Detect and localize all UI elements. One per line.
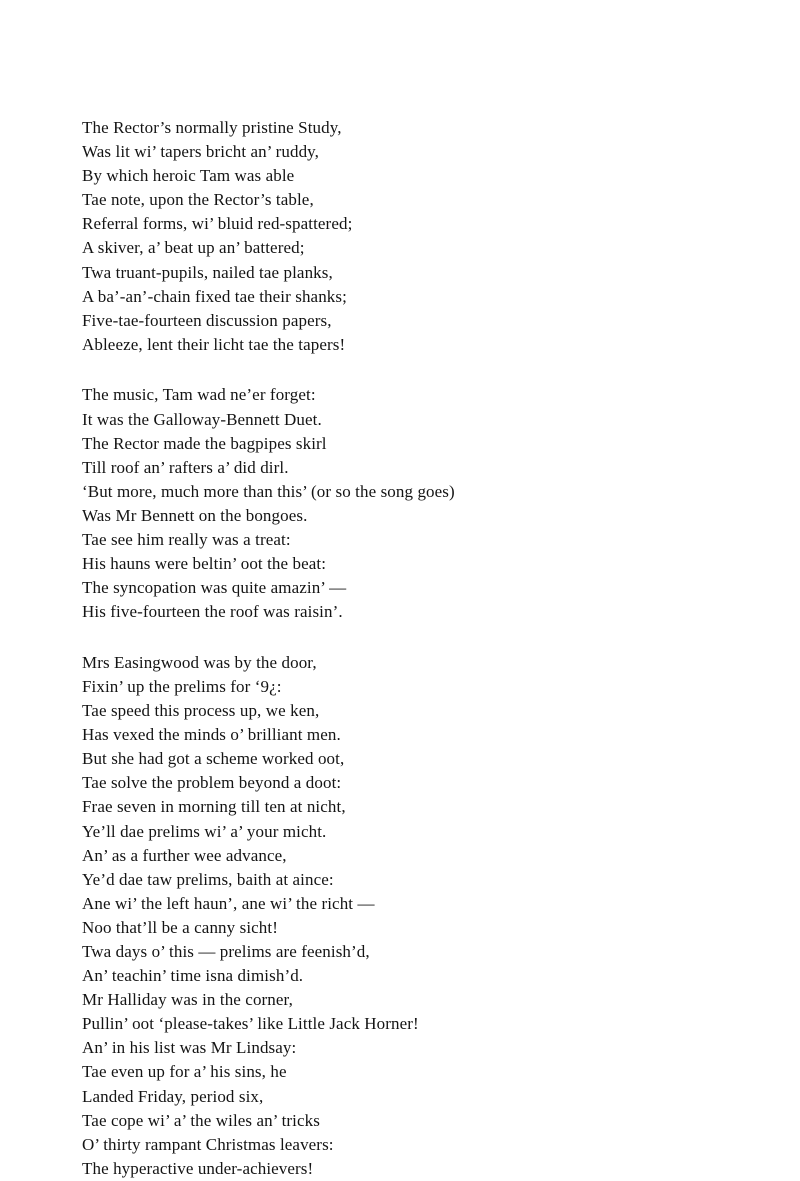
poem-line: Landed Friday, period six,	[82, 1086, 264, 1106]
poem-line: Has vexed the minds o’ brilliant men.	[82, 725, 341, 745]
poem-line: Tae solve the problem beyond a doot:	[82, 773, 342, 793]
poem-line: O’ thirty rampant Christmas leavers:	[82, 1134, 334, 1154]
poem-line: Was Mr Bennett on the bongoes.	[82, 505, 308, 525]
poem-line: Frae seven in morning till ten at nicht,	[82, 797, 346, 817]
poem-line: Tae cope wi’ a’ the wiles an’ tricks	[82, 1110, 320, 1130]
poem-line: Was lit wi’ tapers bricht an’ ruddy,	[82, 142, 320, 162]
poem-line: A ba’-an’-chain fixed tae their shanks;	[82, 286, 347, 306]
poem-line: Mr Halliday was in the corner,	[82, 990, 293, 1010]
poem-page	[82, 116, 782, 1181]
poem-line: Ableeze, lent their licht tae the tapers!	[82, 334, 346, 354]
stanza-3	[82, 651, 782, 1181]
poem-line: Ye’ll dae prelims wi’ a’ your micht.	[82, 821, 327, 841]
poem-line: The music, Tam wad ne’er forget:	[82, 385, 316, 405]
poem-line: Referral forms, wi’ bluid red-spattered;	[82, 214, 353, 234]
poem-line: Tae speed this process up, we ken,	[82, 701, 320, 721]
stanza-2	[82, 383, 782, 624]
poem-line: Ye’d dae taw prelims, baith at aince:	[82, 869, 334, 889]
poem-line: Twa days o’ this — prelims are feenish’d,	[82, 942, 370, 961]
poem-line: His hauns were beltin’ oot the beat:	[82, 554, 327, 574]
poem-line: The syncopation was quite amazin’ —	[82, 578, 347, 598]
poem-line: Ane wi’ the left haun’, ane wi’ the richt —	[82, 893, 375, 913]
poem-line: It was the Galloway-Bennett Duet.	[82, 409, 322, 429]
poem-line: The Rector made the bagpipes skirl	[82, 433, 327, 453]
poem-line: Tae even up for a’ his sins, he	[82, 1062, 287, 1082]
poem-line: Fixin’ up the prelims for ‘9¿:	[82, 676, 282, 696]
poem-line: Noo that’ll be a canny sicht!	[82, 917, 278, 937]
poem-line: The hyperactive under-achievers!	[82, 1158, 314, 1178]
poem-line: Tae see him really was a treat:	[82, 530, 291, 549]
poem-line: By which heroic Tam was able	[82, 166, 295, 186]
poem-line: The Rector’s normally pristine Study,	[82, 118, 342, 137]
poem-line: ‘But more, much more than this’ (or so the song goes)	[82, 481, 455, 501]
poem-line: Pullin’ oot ‘please-takes’ like Little Jack Horner!	[82, 1014, 419, 1034]
poem-line: But she had got a scheme worked oot,	[82, 749, 345, 769]
poem-line: An’ in his list was Mr Lindsay:	[82, 1038, 297, 1058]
poem-line: An’ teachin’ time isna dimish’d.	[82, 966, 304, 986]
poem-line: A skiver, a’ beat up an’ battered;	[82, 238, 305, 258]
poem-line: Mrs Easingwood was by the door,	[82, 652, 317, 672]
poem-line: Twa truant-pupils, nailed tae planks,	[82, 262, 333, 282]
poem-line: Till roof an’ rafters a’ did dirl.	[82, 457, 289, 477]
poem-line: Tae note, upon the Rector’s table,	[82, 190, 314, 210]
poem-line: An’ as a further wee advance,	[82, 845, 287, 865]
poem-line: His five-fourteen the roof was raisin’.	[82, 602, 343, 622]
stanza-1	[82, 116, 782, 357]
poem-line: Five-tae-fourteen discussion papers,	[82, 310, 332, 330]
